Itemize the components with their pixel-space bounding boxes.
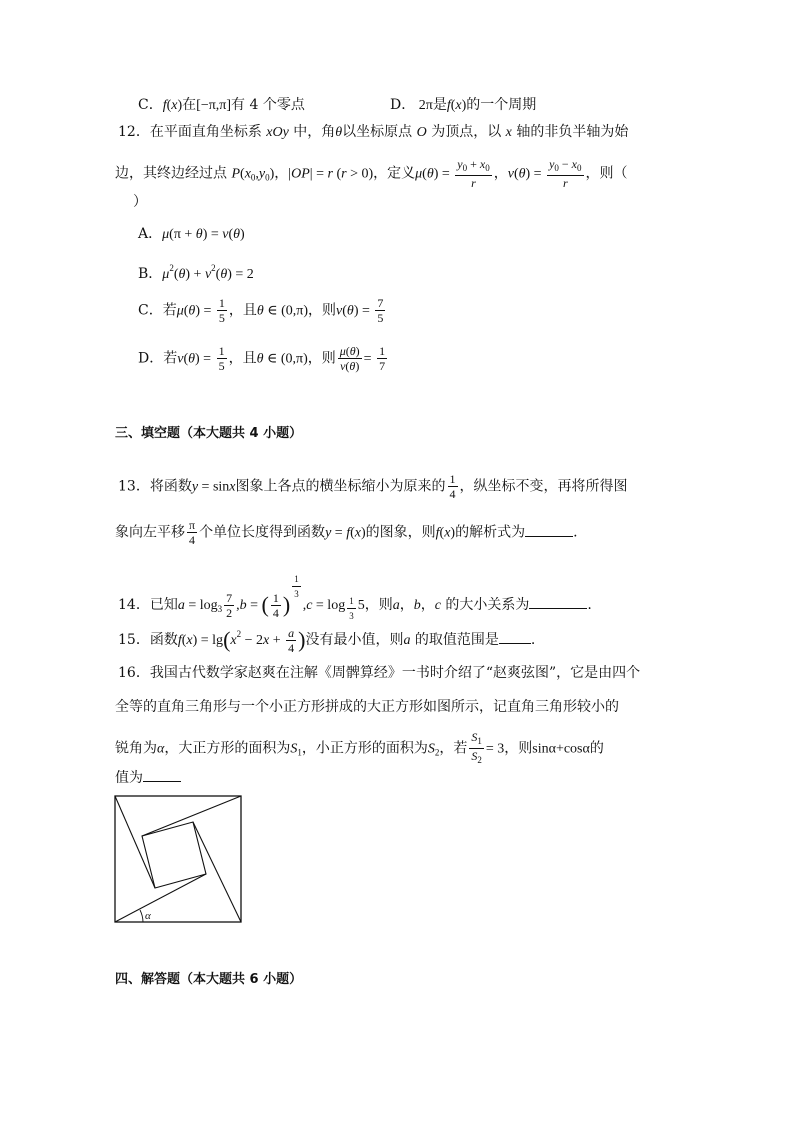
q12-stem-line3: ）: [133, 194, 147, 210]
section-4-title: 四、解答题（本大题共 6 小题）: [115, 972, 303, 987]
triangle-leg: [115, 796, 155, 888]
angle-arc: [140, 910, 143, 922]
q16-line3: 锐角为α，大正方形的面积为$S_1$，小正方形的面积为$S_2$，若 $\frac{S_1}{S_2}$ = 3，则sinα+cosα的: [115, 730, 604, 765]
q16-line1: 16．我国古代数学家赵爽在注解《周髀算经》一书时介绍了“赵爽弦图”，它是由四个: [118, 665, 641, 681]
q12-option-a: A．μ(π + θ) = ν(θ): [138, 226, 245, 242]
triangle-leg: [142, 796, 241, 836]
q16-answer-blank[interactable]: [143, 767, 181, 782]
q12-stem-line2: 边，其终边经过点 $P(x_0,y_0)$，|OP| = r (r > 0)，定义μ(θ) = $\frac{y_0 + x_0}{r}$ ，ν(θ) = $\frac{y_0 - x_0}{r}$ ，则（: [115, 157, 628, 190]
q13-line1: 13．将函数y = sinx图象上各点的横坐标缩小为原来的 $\frac{1}{4}$ ，纵坐标不变，再将所得图: [118, 472, 628, 501]
large-square: [115, 796, 241, 922]
q11-option-d: D． 2π是f(x)的一个周期: [390, 97, 537, 113]
triangle-leg: [115, 874, 206, 922]
q15-answer-blank[interactable]: [499, 629, 531, 644]
q15-line: 15．函数$f(x) = \lg(x^2 - 2x$ + $\frac{a}{4}$ )没有最小值，则a 的取值范围是 .: [118, 625, 536, 655]
angle-label: α: [145, 910, 151, 922]
q16-line4: 值为: [115, 767, 181, 788]
q12-stem-line1: 12．在平面直角坐标系 xOy 中，角θ以坐标原点 O 为顶点，以 x 轴的非负半轴为始: [118, 124, 629, 140]
q13-line2: 象向左平移 $\frac{\pi}{4}$ 个单位长度得到函数y = f(x)的图象，则f(x)的解析式为 .: [115, 518, 578, 547]
triangle-leg: [193, 822, 241, 922]
q12-option-b: B．$\mu^2(\theta) + \nu^2(\theta) = 2$: [138, 263, 254, 282]
section-3-title: 三、填空题（本大题共 4 小题）: [115, 426, 303, 441]
q12-option-c: C．若μ(θ) = $\frac{1}{5}$ ，且θ ∈ (0,π)，则ν(θ) = $\frac{7}{5}$: [138, 296, 384, 325]
q14-line: 14．已知$a = \log_3$ $\frac{7}{2}$ ,b = ( $\frac{1}{4}$ ) $\frac{1}{3}$ ,c = log $\frac{1}{3}$ 5，则a，b，c 的大小关系为 .: [118, 574, 592, 621]
q16-line2: 全等的直角三角形与一个小正方形拼成的大正方形如图所示，记直角三角形较小的: [115, 699, 619, 715]
q13-answer-blank[interactable]: [525, 522, 573, 537]
q12-option-d: D．若ν(θ) = $\frac{1}{5}$ ，且θ ∈ (0,π)，则 $\frac{\mu(\theta)}{\nu(\theta)}$ = $\frac{1}{7}$: [138, 344, 386, 373]
q11-option-c: C．f(x)在[−π,π]有 4 个零点: [138, 97, 305, 113]
q14-answer-blank[interactable]: [529, 594, 587, 609]
zhao-shuang-diagram: [114, 795, 242, 923]
